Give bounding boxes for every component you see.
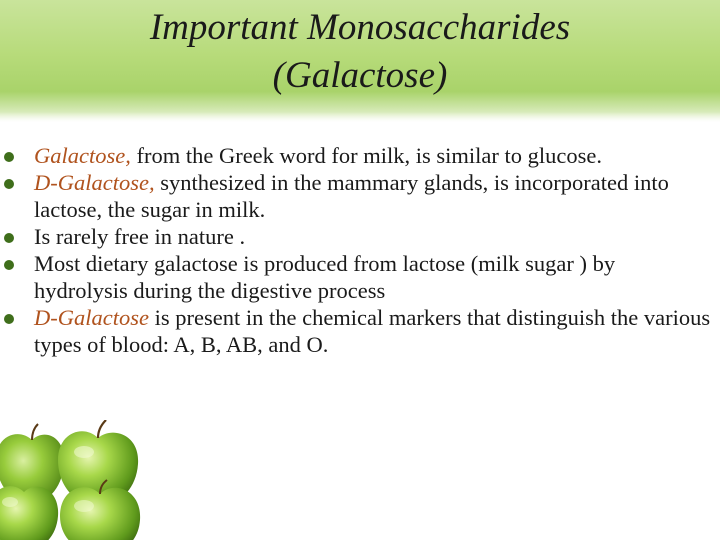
bullet-emphasis: Galactose, (34, 143, 131, 168)
bullet-item (0, 250, 720, 304)
bullet-text: Is rarely free in nature . (34, 224, 246, 249)
bullet-dot-icon (4, 179, 14, 189)
apple-front-left (0, 486, 58, 540)
bullet-dot-icon (4, 260, 14, 270)
bullet-text: from the Greek word for milk, is similar to glucose. (130, 143, 603, 168)
bullet-item (0, 169, 720, 223)
bullet-text: is present in the chemical markers that distinguish the various types of blood: A, B, AB, and O. (34, 305, 711, 357)
bullet-item (0, 142, 720, 169)
slide-title-line-2: (Galactose) (272, 55, 448, 96)
bullet-emphasis: D-Galactose (34, 305, 149, 330)
bullet-emphasis: D-Galactose, (34, 170, 155, 195)
bullet-dot-icon (4, 314, 14, 324)
bullet-dot-icon (4, 233, 14, 243)
slide-title-line-1: Important Monosaccharides (149, 7, 571, 48)
bullet-item (0, 304, 720, 358)
bullet-text: Most dietary galactose is produced from lactose (milk sugar ) by hydrolysis during the digestive process (34, 251, 616, 303)
green-apples-image (0, 420, 160, 540)
bullet-list (0, 142, 720, 358)
bullet-dot-icon (4, 152, 14, 162)
bullet-text: synthesized in the mammary glands, is incorporated into lactose, the sugar in milk. (34, 170, 669, 222)
bullet-item (0, 223, 720, 250)
slide-title (0, 4, 720, 100)
